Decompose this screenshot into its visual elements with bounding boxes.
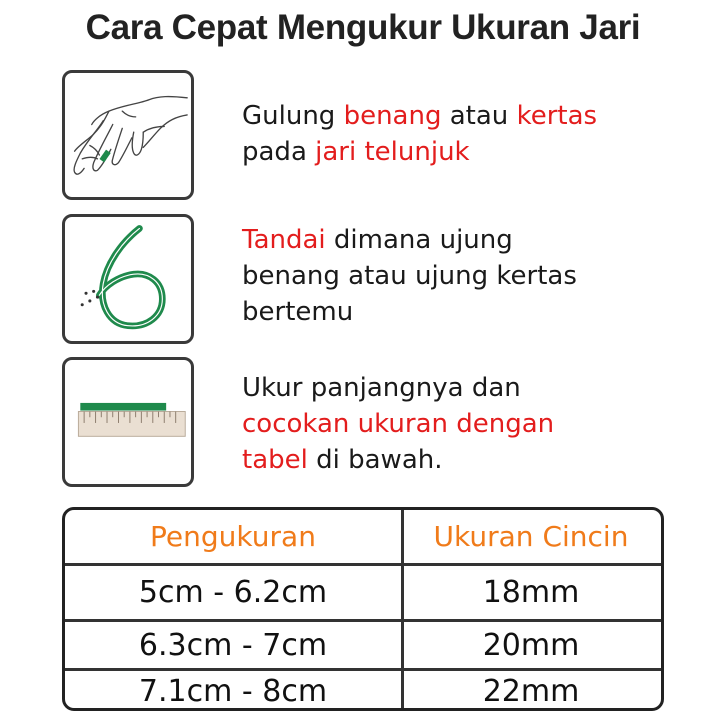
highlighted-word: jari telunjuk — [315, 137, 470, 167]
ring-size-cell: 20mm — [482, 627, 580, 663]
highlighted-word: Tandai — [242, 225, 326, 255]
ruler-measure-icon — [62, 357, 194, 487]
measurement-cell: 6.3cm - 7cm — [138, 627, 328, 663]
hand-finger-wrap-icon — [62, 70, 194, 200]
highlighted-word: tabel — [242, 445, 308, 475]
page-title: Cara Cepat Mengukur Ukuran Jari — [85, 8, 641, 47]
ring-size-table — [62, 507, 664, 711]
highlighted-word: cocokan ukuran dengan — [242, 409, 555, 439]
ring-size-cell: 18mm — [482, 575, 580, 610]
text-segment: bertemu — [242, 297, 354, 327]
text-segment: benang atau ujung kertas — [242, 261, 577, 291]
measurement-cell: 5cm - 6.2cm — [138, 575, 328, 610]
step-text-line — [242, 222, 682, 258]
string-loop-mark-icon — [62, 214, 194, 344]
measurement-cell: 7.1cm - 8cm — [138, 673, 328, 709]
step-text-line — [242, 406, 682, 442]
step-text-line — [242, 134, 682, 170]
step-text-line — [242, 442, 682, 478]
step-text-line — [242, 258, 682, 294]
step-text-line — [242, 370, 682, 406]
text-segment: di bawah. — [307, 445, 443, 475]
step-3-text — [242, 370, 682, 478]
step-text-line — [242, 294, 682, 330]
highlighted-word: benang — [343, 101, 442, 131]
step-2-text — [242, 222, 682, 330]
table-row — [65, 622, 661, 668]
header-measurement: Pengukuran — [150, 520, 316, 553]
text-segment: Gulung — [242, 101, 344, 131]
text-segment: Ukur panjangnya dan — [242, 373, 521, 403]
highlighted-word: kertas — [516, 101, 598, 131]
step-1-text — [242, 98, 682, 170]
text-segment: dimana ujung — [325, 225, 513, 255]
header-ring-size: Ukuran Cincin — [433, 520, 629, 553]
table-row — [65, 671, 661, 711]
step-text-line — [242, 98, 682, 134]
table-header-row — [65, 510, 661, 563]
text-segment: pada — [242, 137, 316, 167]
ring-size-cell: 22mm — [482, 673, 580, 709]
table-row — [65, 566, 661, 619]
text-segment: atau — [441, 101, 517, 131]
